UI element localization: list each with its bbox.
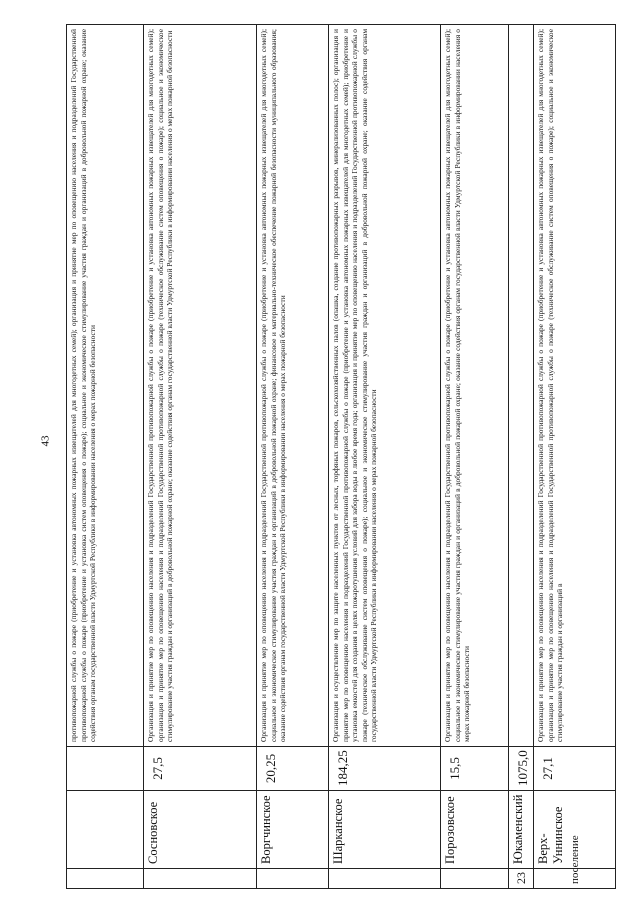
page-number: 43 <box>39 435 52 447</box>
measures-text: Организация и принятие мер по оповещению населения и подразделений Государственной противопожарной службы о пожаре (приобретение и установка автономных пожарных извещателей для многодетных семей); социальное и экономическое стимулирование участия граждан и организаций в добровольной пожарной охране; финансовое и материально-техническое обеспечение пожарной безопасности муниципального образования; оказание содействия органам государственной власти Удмуртской Республики в информировании населения о мерах пожарной безопасности <box>257 25 329 747</box>
municipality-name: Порозовское <box>441 791 509 869</box>
table-row <box>509 25 534 889</box>
municipality-name: Воргчинское <box>257 791 329 869</box>
table-row <box>67 25 144 889</box>
municipality-name: Шарканское <box>329 791 441 869</box>
amount <box>67 747 144 791</box>
measures-text <box>509 25 534 747</box>
amount: 27,5 <box>144 747 257 791</box>
amount: 27,1 <box>534 747 616 791</box>
municipality-name: Юкаменский <box>509 791 534 869</box>
row-number: 23 <box>509 869 534 889</box>
row-number <box>67 869 144 889</box>
row-number <box>329 869 441 889</box>
municipality-name: Верх-Уннинское <box>534 791 616 869</box>
table-row <box>144 25 257 889</box>
amount: 15,5 <box>441 747 509 791</box>
amount: 1075,0 <box>509 747 534 791</box>
table-row <box>329 25 441 889</box>
amount: 20,25 <box>257 747 329 791</box>
measures-text: Организация и принятие мер по оповещению населения и подразделений Государственной противопожарной службы о пожаре (приобретение и установка автономных пожарных извещателей для многодетных семей); организация и принятие мер по оповещению населения и подразделений Государственной противопожарной службы о пожаре (техническое обслуживание систем оповещения о пожаре); социальное и экономическое стимулирование участия граждан и организаций в добровольной пожарной охране; оказание содействия органам государственной власти Удмуртской Республики в информировании населения о мерах пожарной безопасности <box>144 25 257 747</box>
row-number: поселение <box>534 869 616 889</box>
amount: 184,25 <box>329 747 441 791</box>
rotated-table-wrapper <box>66 24 606 889</box>
table-row <box>257 25 329 889</box>
municipality-funding-table <box>66 24 616 889</box>
table-row <box>441 25 509 889</box>
table-row <box>534 25 616 889</box>
municipality-name <box>67 791 144 869</box>
measures-text: Организация и принятие мер по оповещению населения и подразделений Государственной противопожарной службы о пожаре (приобретение и установка автономных пожарных извещателей для многодетных семей); социальное и экономическое стимулирование участия граждан и организаций в добровольной пожарной охране; оказание содействия органам государственной власти Удмуртской Республики в информировании населения о мерах пожарной безопасности <box>441 25 509 747</box>
row-number <box>257 869 329 889</box>
measures-text: Организация и принятие мер по оповещению населения и подразделений Государственной противопожарной службы о пожаре (приобретение и установка автономных пожарных извещателей для многодетных семей); организация и принятие мер по оповещению населения и подразделений Государственной противопожарной службы о пожаре (техническое обслуживание систем оповещения о пожаре); социальное и экономическое стимулирование участия граждан и организаций в <box>534 25 616 747</box>
row-number <box>144 869 257 889</box>
measures-text: противопожарной службы о пожаре (приобретение и установка автономных пожарных извещателей для многодетных семей); организация и принятие мер по оповещению населения и подразделений Государственной противопожарной службы о пожаре (приобретение и установка систем оповещения о пожаре); социальное и экономическое стимулирование участия граждан и организаций в добровольной пожарной охране; оказание содействия органам государственной власти Удмуртской Республики в информировании населения о мерах пожарной безопасности <box>67 25 144 747</box>
municipality-name: Сосновское <box>144 791 257 869</box>
row-number <box>441 869 509 889</box>
measures-text: Организация и осуществление мер по защите населенных пунктов от лесных, торфяных пожаров, сельскохозяйственных палов (опашка, создание противопожарных разрывов, минерализованных полос); организация и принятие мер по оповещению населения и подразделений Государственной противопожарной службы о пожаре (приобретение и установка автономных пожарных извещателей для многодетных семей); приобретение и установка емкостей для создания в целях пожаротушения условий для забора воды в любое время года; организация и принятие мер по оповещению населения и подразделений Государственной противопожарной службы о пожаре (техническое обслуживание систем оповещения о пожаре); социальное и экономическое стимулирование участия граждан и организаций в добровольной пожарной охране; оказание содействия органам государственной власти Удмуртской Республики в информировании населения о мерах пожарной безопасности <box>329 25 441 747</box>
